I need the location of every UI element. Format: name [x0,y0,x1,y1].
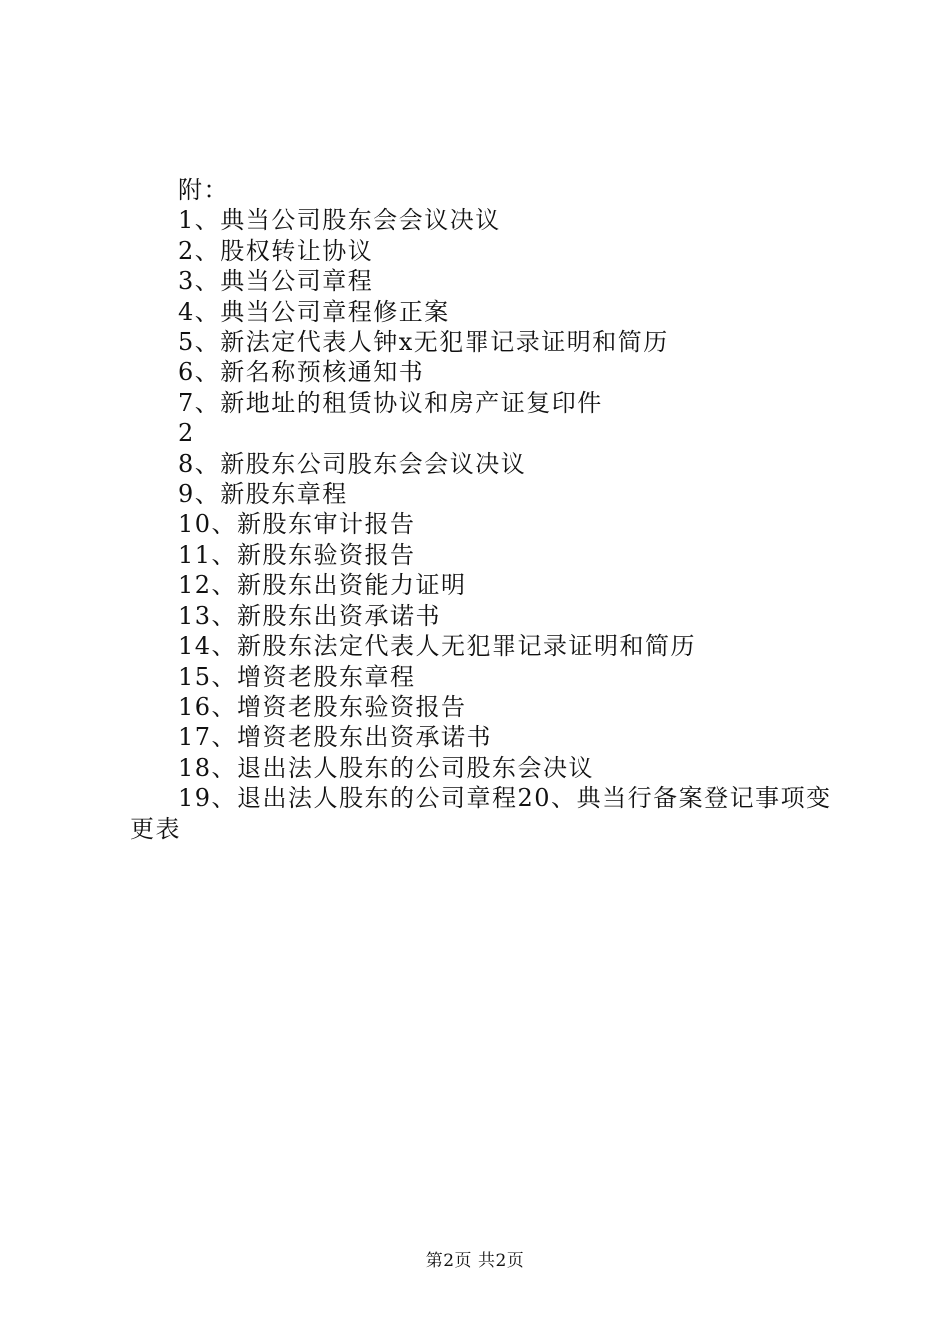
list-item: 2、股权转让协议 [178,236,374,265]
list-item: 14、新股东法定代表人无犯罪记录证明和简历 [178,632,697,661]
document-body [130,175,850,844]
list-item: 10、新股东审计报告 [178,510,416,539]
list-item: 12、新股东出资能力证明 [178,571,467,600]
list-item: 11、新股东验资报告 [178,540,416,569]
list-item: 6、新名称预核通知书 [178,358,425,387]
list-item: 13、新股东出资承诺书 [178,601,442,630]
list-item: 4、典当公司章程修正案 [178,297,450,326]
list-item: 16、增资老股东验资报告 [178,692,467,721]
page-footer: 第2页 共2页 [425,1251,525,1271]
list-item: 19、退出法人股东的公司章程20、典当行备案登记事项变更表 [130,784,832,843]
list-item: 2 [178,419,195,448]
list-item: 18、退出法人股东的公司股东会决议 [178,753,595,782]
attachment-heading: 附： [178,176,229,204]
list-item: 3、典当公司章程 [178,267,374,296]
list-item: 15、增资老股东章程 [178,662,416,691]
list-item: 1、典当公司股东会会议决议 [178,206,501,235]
list-item: 9、新股东章程 [178,480,348,509]
list-item: 7、新地址的租赁协议和房产证复印件 [178,388,603,417]
list-item: 8、新股东公司股东会会议决议 [178,449,527,478]
list-item: 5、新法定代表人钟x无犯罪记录证明和简历 [178,328,669,357]
list-item: 17、增资老股东出资承诺书 [178,723,493,752]
